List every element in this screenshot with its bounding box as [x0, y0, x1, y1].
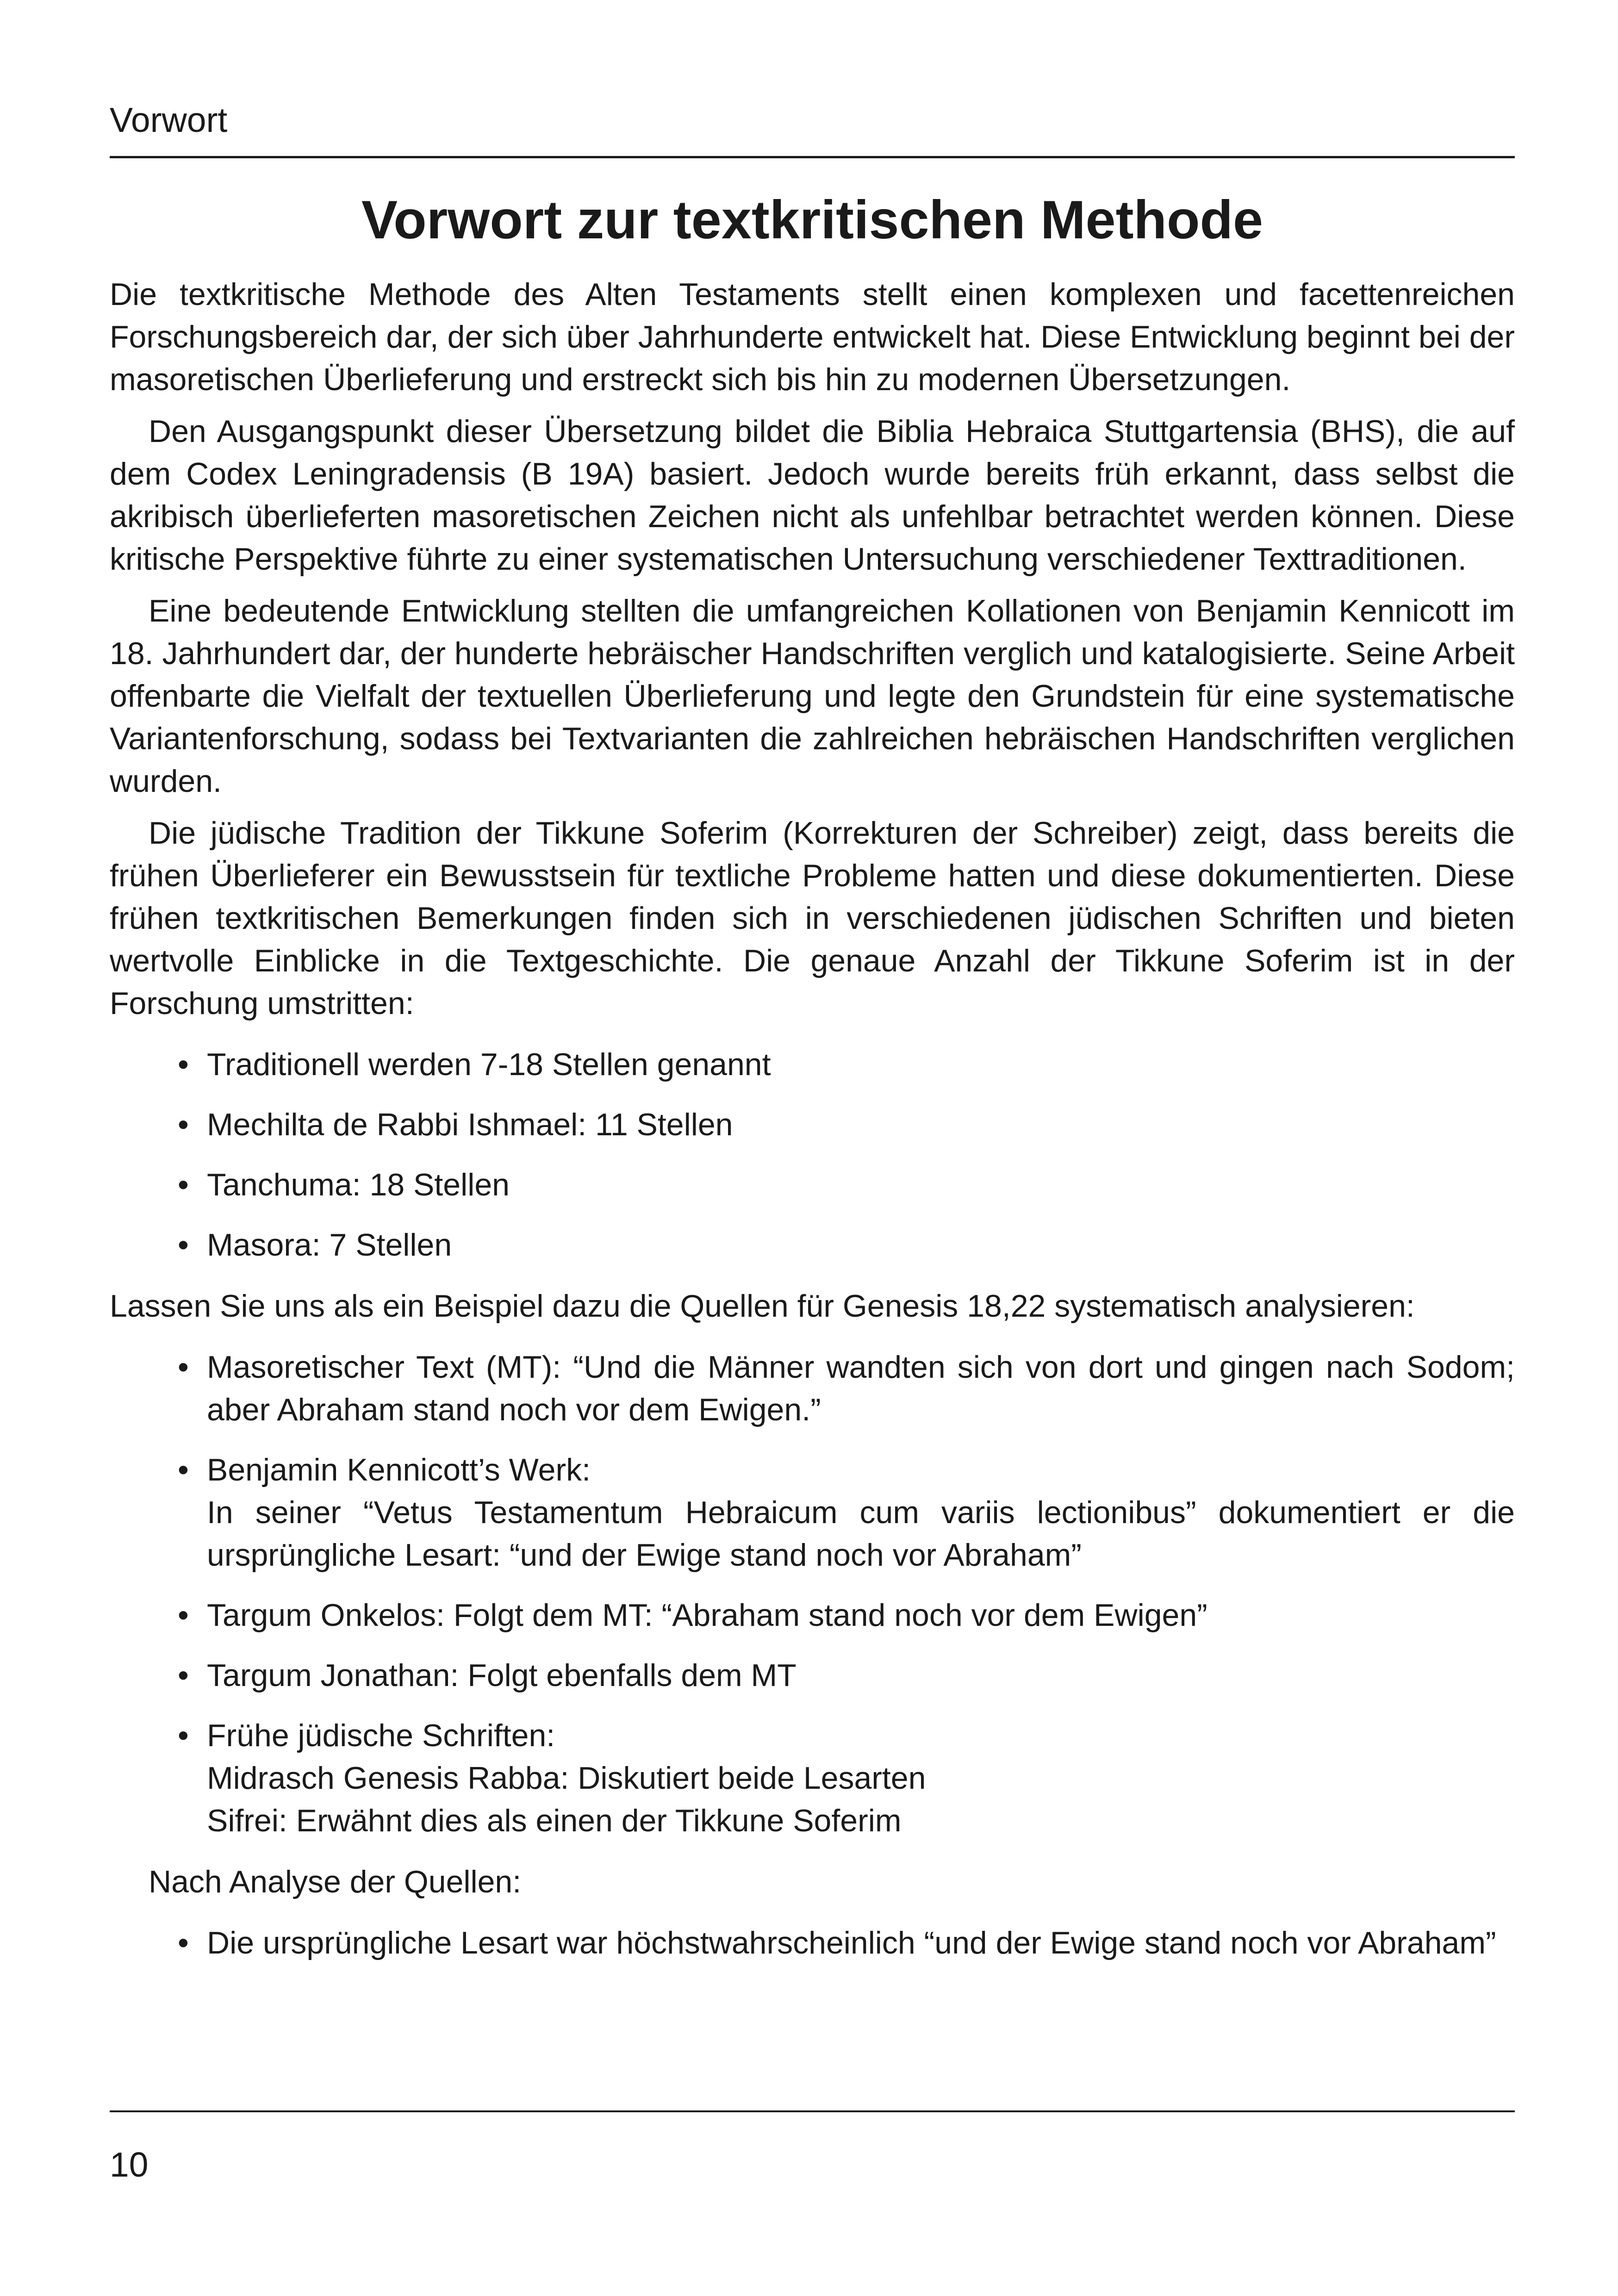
tikkune-soferim-paragraph: Die jüdische Tradition der Tikkune Soferim (Korrekturen der Schreiber) zeigt, dass bereits die frühen Überlieferer ein Bewusstsein für textliche Probleme hatten und diese dokumentierten. Diese frühen textkritischen Bemerkungen finden sich in verschiedenen jüdischen Schriften und bieten wertvolle Einblicke in die Textgeschichte. Die genaue Anzahl der Tikkune Soferim ist in der Forschung umstritten:: [110, 815, 1515, 1021]
intro-paragraph: Die textkritische Methode des Alten Testaments stellt einen komplexen und facettenreichen Forschungsbereich dar, der sich über Jahrhunderte entwickelt hat. Diese Entwicklung beginnt bei der masoretischen Überlieferung und erstreckt sich bis hin zu modernen Übersetzungen.: [110, 277, 1515, 397]
list-item: [110, 1224, 1515, 1266]
list-item-masoretic-text: [110, 1346, 1515, 1431]
bullet-icon: •: [178, 1925, 189, 1960]
tikkune-count-list: [110, 1043, 1515, 1266]
list-item: [110, 1164, 1515, 1206]
page-title: Vorwort zur textkritischen Methode: [361, 189, 1263, 250]
list-item: [110, 1043, 1515, 1086]
document-page: [110, 0, 1515, 2296]
analysis-paragraph: Nach Analyse der Quellen:: [149, 1864, 522, 1899]
page-number: 10: [110, 2145, 149, 2184]
list-item-text: Sifrei: Erwähnt dies als einen der Tikkune Soferim: [207, 1803, 902, 1838]
list-item-onkelos: [110, 1594, 1515, 1636]
list-item: [110, 1922, 1515, 1964]
list-item-text: Masoretischer Text (MT): “Und die Männer wandten sich von dort und gingen nach Sodom; aber Abraham stand noch vor dem Ewigen.”: [207, 1350, 1515, 1427]
conclusion-list: [110, 1922, 1515, 1964]
list-item-text: Traditionell werden 7-18 Stellen genannt: [207, 1047, 771, 1082]
genesis-sources-list: [110, 1346, 1515, 1842]
running-header: Vorwort: [110, 100, 228, 139]
list-item-text: In seiner “Vetus Testamentum Hebraicum cum variis lectionibus” dokumentiert er die ursprüngliche Lesart: “und der Ewige stand noch vor Abraham”: [207, 1495, 1515, 1573]
list-item-text: Mechilta de Rabbi Ishmael: 11 Stellen: [207, 1107, 733, 1142]
list-item-jonathan: [110, 1654, 1515, 1697]
bullet-icon: •: [178, 1227, 189, 1263]
list-item-heading: Frühe jüdische Schriften:: [207, 1718, 555, 1753]
list-item-text: Masora: 7 Stellen: [207, 1227, 452, 1263]
bullet-icon: •: [178, 1107, 189, 1142]
bullet-icon: •: [178, 1452, 189, 1487]
bullet-icon: •: [178, 1658, 189, 1693]
header-rule: [110, 156, 1515, 158]
list-item-kennicott: [110, 1449, 1515, 1576]
list-item-text: Targum Onkelos: Folgt dem MT: “Abraham stand noch vor dem Ewigen”: [207, 1598, 1207, 1633]
list-item-text: Die ursprüngliche Lesart war höchstwahrscheinlich “und der Ewige stand noch vor Abraham”: [207, 1925, 1496, 1960]
list-item-text: Targum Jonathan: Folgt ebenfalls dem MT: [207, 1658, 797, 1693]
bullet-icon: •: [178, 1598, 189, 1633]
list-item: [110, 1103, 1515, 1146]
list-item-text: Midrasch Genesis Rabba: Diskutiert beide Lesarten: [207, 1761, 926, 1796]
list-item-heading: Benjamin Kennicott’s Werk:: [207, 1452, 591, 1487]
kennicott-paragraph: Eine bedeutende Entwicklung stellten die umfangreichen Kollationen von Benjamin Kennicott im 18. Jahrhundert dar, der hunderte hebräischer Handschriften verglich und katalogisierte. Seine Arbeit offenbarte die Vielfalt der textuellen Überlieferung und legte den Grundstein für eine systematische Variantenforschung, sodass bei Textvarianten die zahlreichen hebräischen Handschriften verglichen wurden.: [110, 593, 1515, 799]
list-item-early-writings: [110, 1714, 1515, 1842]
list-item-text: Tanchuma: 18 Stellen: [207, 1167, 510, 1202]
footer-rule: [110, 2110, 1515, 2112]
page-content: [110, 185, 1515, 1983]
bullet-icon: •: [178, 1167, 189, 1202]
bhs-paragraph: Den Ausgangspunkt dieser Übersetzung bildet die Biblia Hebraica Stuttgartensia (BHS), die auf dem Codex Leningradensis (B 19A) basiert. Jedoch wurde bereits früh erkannt, dass selbst die akribisch überlieferten masoretischen Zeichen nicht als unfehlbar betrachtet werden können. Diese kritische Perspektive führte zu einer systematischen Untersuchung verschiedener Texttraditionen.: [110, 414, 1515, 577]
bullet-icon: •: [178, 1047, 189, 1082]
bullet-icon: •: [178, 1350, 189, 1385]
genesis-example-paragraph: Lassen Sie uns als ein Beispiel dazu die Quellen für Genesis 18,22 systematisch analysieren:: [110, 1288, 1415, 1324]
bullet-icon: •: [178, 1718, 189, 1753]
